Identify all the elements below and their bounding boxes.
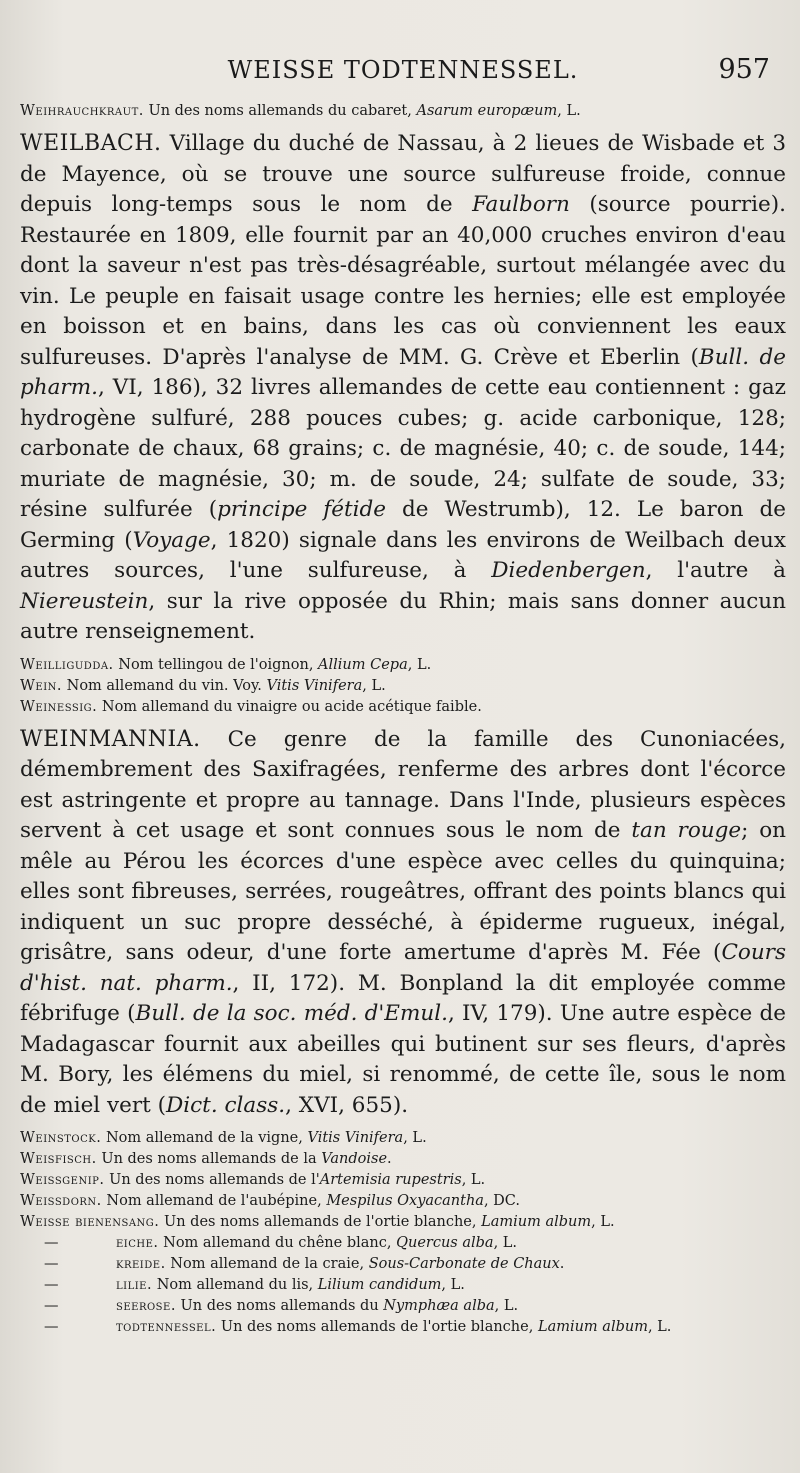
entry-body [20,727,786,1118]
entry-tail: . [387,1151,392,1167]
entry-weinmannia [20,725,786,1122]
subentry-latin-name: Sous-Carbonate de Chaux [368,1256,560,1272]
entry-wein [20,677,786,696]
subentry-todtennessel [20,1318,786,1337]
italic-citation: Bull. de pharm. [20,344,786,400]
body-text: Village du duché de Nassau, à 2 lieues de Wisbade et 3 de Mayence, où se trouve une source sulfureuse froide, connue depuis long-temps sous le nom de [20,131,786,217]
ditto-dash: — [44,1256,59,1272]
page-number: 957 [718,54,770,85]
subentry-headword: lilie. [116,1277,153,1293]
entry-weinessig [20,698,786,717]
entry-latin-name: Artemisia rupestris [319,1172,462,1188]
entry-weihrauchkraut [20,102,786,121]
entry-tail: , L. [591,1214,615,1230]
entry-text: Nom tellingou de l'oignon, [118,656,314,673]
entry-text: Un des noms allemands de la [101,1151,317,1167]
entry-weilbach [20,129,786,648]
subentry-kreide [20,1255,786,1274]
subentry-latin-name: Lilium candidum [317,1277,442,1293]
entry-latin-name: Mespilus Oxyacantha [326,1193,484,1209]
entry-tail: , DC. [483,1193,520,1209]
italic-citation: Faulborn [472,192,570,217]
subentry-text: Nom allemand du chêne blanc, [163,1235,392,1251]
entry-tail: , L. [407,656,432,673]
entry-weissdorn [20,1192,786,1211]
entry-headword: Weisfisch. [20,1151,97,1167]
body-text: , l'autre à [645,558,786,583]
subentry-headword: seerose. [116,1298,176,1314]
entry-headword: Weisse bienensang. [20,1214,160,1230]
italic-citation: principe fétide [217,497,386,522]
entry-headword: Weilligudda. [20,656,114,673]
subentry-tail: . [559,1256,565,1272]
italic-citation: Bull. de la soc. méd. d'Emul. [135,1001,448,1026]
body-text: , II, 172). M. Bonpland la dit employée comme fébrifuge ( [20,970,786,1026]
subentry-text: Nom allemand du lis, [156,1277,314,1293]
entry-latin-name: Vitis Vinifera [266,677,363,694]
entry-text: Un des noms allemands de l'ortie blanche, [164,1214,477,1230]
body-text: de Westrumb), 12. Le baron de Germing ( [20,497,787,553]
entry-latin-name: Vitis Vinifera [307,1130,404,1146]
italic-citation: Cours d'hist. nat. pharm. [20,940,786,996]
entry-headword: Weissdorn. [20,1193,102,1209]
entry-tail: , L. [461,1172,486,1188]
ditto-dash: — [44,1235,59,1251]
ditto-dash: — [44,1319,59,1335]
entry-headword: Weinessig. [20,698,98,715]
entry-tail: , L. [362,677,386,694]
entry-tail: , L. [403,1130,427,1146]
subentry-headword: eiche. [116,1235,159,1251]
subentry-tail: , L. [647,1319,672,1335]
italic-citation: tan rouge [631,818,742,843]
entry-text: Nom allemand de l'aubépine, [106,1193,322,1209]
entry-body [20,131,786,644]
entry-latin-name: Vandoise [321,1151,388,1167]
entry-tail: , L. [557,103,581,119]
entry-headword: WEILBACH. [20,131,162,156]
entry-latin-name: Lamium album [481,1214,592,1230]
body-text: , 1820) signale dans les environs de Weilbach deux autres sources, l'une sulfureuse, à [20,527,787,583]
italic-citation: Voyage [132,527,211,553]
entry-text: Un des noms allemands du cabaret, [148,103,412,119]
italic-citation: Niereustein [20,588,149,614]
subentry-tail: , L. [494,1298,519,1314]
body-text: , XVI, 655). [285,1092,409,1118]
subentry-latin-name: Nymphæa alba [383,1298,495,1314]
body-text: , sur la rive opposée du Rhin; mais sans donner aucun autre renseignement. [20,588,786,644]
entry-text: Un des noms allemands de l' [109,1172,320,1188]
italic-citation: Dict. class. [166,1092,286,1118]
entry-weilligudda [20,656,786,675]
ditto-dash: — [44,1298,59,1314]
subentry-lilie [20,1276,786,1295]
subentry-text: Un des noms allemands du [180,1298,379,1314]
entry-weinstock [20,1129,786,1148]
entry-headword: Wein. [20,677,63,694]
body-text: ; on mêle au Pérou les écorces d'une espèce avec celles du quinquina; elles sont fibreuses, serrées, rougeâtres, offrant des points blancs qui indiquent un suc propre desséché, à épiderme rugueux, inégal, grisâtre, sans odeur, d'une forte amertume d'après M. Fée ( [20,818,786,965]
subentry-text: Nom allemand de la craie, [170,1256,365,1272]
entry-headword: Weihrauchkraut. [20,103,144,119]
italic-citation: Diedenbergen [491,558,646,583]
entry-text: Nom allemand de la vigne, [105,1130,303,1146]
entry-latin-name: Asarum europæum [416,103,558,119]
body-text: Ce genre de la famille des Cunoniacées, démembrement des Saxifragées, renferme des arbres dont l'écorce est astringente et propre au tannage. Dans l'Inde, plusieurs espèces servent à cet usage et sont connues sous le nom de [20,726,786,843]
entry-text: Nom allemand du vinaigre ou acide acétique faible. [101,698,482,715]
subentry-text: Un des noms allemands de l'ortie blanche, [220,1319,534,1335]
body-text: (source pourrie). Restaurée en 1809, elle fournit par an 40,000 cruches environ d'eau dont la saveur n'est pas très-désagréable, surtout mélangée avec du vin. Le peuple en faisait usage contre les hernies; elle est employée en boisson et en bains, dans les cas où conviennent les eaux sulfureuses. D'après l'analyse de MM. G. Crève et Eberlin ( [20,192,786,370]
body-text: , VI, 186), 32 livres allemandes de cette eau contiennent : gaz hydrogène sulfuré, 288 pouces cubes; g. acide carbonique, 128; carbonate de chaux, 68 grains; c. de magnésie, 40; c. de soude, 144; muriate de magnésie, 30; m. de soude, 24; sulfate de soude, 33; résine sulfurée ( [20,375,786,522]
running-head: WEISSE TODTENNESSEL. [227,56,579,84]
subentry-seerose [20,1297,786,1316]
entry-weisse-bienensang [20,1213,786,1232]
entry-weisfisch [20,1150,786,1169]
body-text: , IV, 179). Une autre espèce de Madagascar fournit aux abeilles qui butinent sur ses fleurs, d'après M. Bory, les élémens du miel, si renommé, de cette île, sous le nom de miel vert ( [20,1001,786,1118]
subentry-eiche [20,1234,786,1253]
ditto-dash: — [44,1277,59,1293]
subentry-latin-name: Lamium album [537,1319,648,1335]
subentry-tail: , L. [441,1277,465,1293]
page-header [20,0,786,100]
entry-latin-name: Allium Cepa [318,656,408,673]
subentry-headword: todtennessel. [116,1319,217,1335]
subentry-latin-name: Quercus alba [396,1235,494,1251]
entry-weissgenip [20,1171,786,1190]
entry-headword: Weissgenip. [20,1172,105,1188]
entry-headword: Weinstock. [20,1130,102,1146]
subentry-headword: kreide. [116,1256,166,1272]
subentry-tail: , L. [493,1235,518,1251]
entry-headword: WEINMANNIA. [20,726,201,752]
entry-text: Nom allemand du vin. Voy. [66,677,262,694]
